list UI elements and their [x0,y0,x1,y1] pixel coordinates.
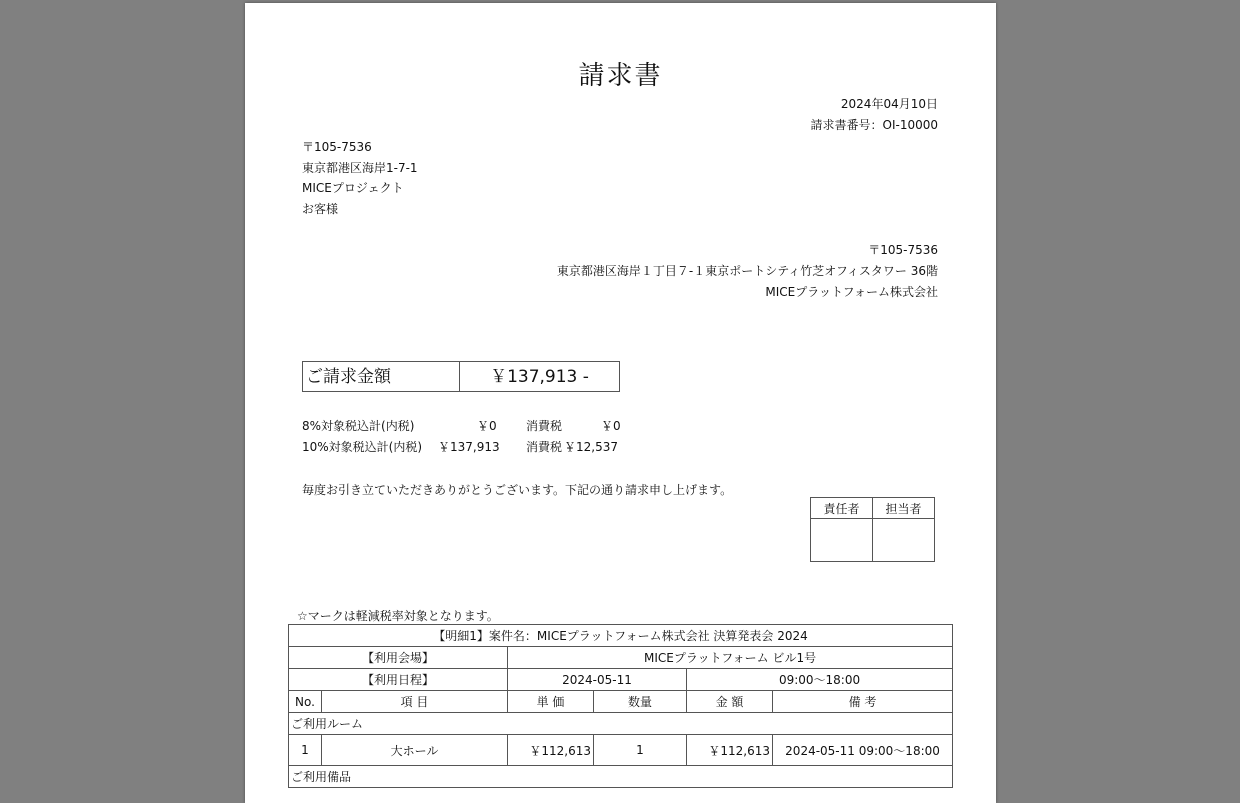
row-no: 1 [289,735,322,766]
row-unit-price: ￥112,613 [508,735,594,766]
tax8-tax-label: 消費税 [526,419,563,433]
schedule-date: 2024-05-11 [508,669,687,691]
responsible-stamp-cell [811,519,873,562]
tax10-tax-label: 消費税 [526,440,563,454]
issuer-postal: 〒105-7536 [868,243,938,257]
responsible-header: 責任者 [811,498,873,519]
venue-label: 【利用会場】 [289,647,508,669]
invoice-number: 請求書番号：OI-10000 [810,118,938,132]
tax8-amount: ￥0 [477,419,497,433]
header-amount: 金 額 [687,691,773,713]
row-amount: ￥112,613 [687,735,773,766]
billing-amount-value: ￥137,913 - [490,367,589,387]
billing-amount-label: ご請求金額 [303,362,460,391]
approval-stamp-table [810,497,935,562]
detail-title: 【明細1】案件名：MICEプラットフォーム株式会社 決算発表会 2024 [289,625,953,647]
detail-table [288,624,953,788]
recipient-company: MICEプロジェクト [302,181,404,195]
table-row [289,735,953,766]
reduced-tax-note: ☆マークは軽減税率対象となります。 [297,609,499,623]
header-quantity: 数量 [594,691,687,713]
recipient-postal: 〒105-7536 [302,140,372,154]
invoice-title: 請求書 [578,61,663,91]
row-remarks: 2024-05-11 09:00～18:00 [773,735,953,766]
venue-value: MICEプラットフォーム ビル1号 [508,647,953,669]
issuer-company: MICEプラットフォーム株式会社 [765,285,938,299]
section-room: ご利用ルーム [289,713,953,735]
tax8-label: 8%対象税込計(内税) [302,419,415,433]
greeting-text: 毎度お引き立ていただきありがとうございます。下記の通り請求申し上げます。 [302,483,733,497]
invoice-date: 2024年04月10日 [840,97,938,111]
schedule-label: 【利用日程】 [289,669,508,691]
header-item: 項 目 [322,691,508,713]
header-unit-price: 単 価 [508,691,594,713]
row-quantity: 1 [594,735,687,766]
tax10-label: 10%対象税込計(内税) [302,440,423,454]
row-item: 大ホール [322,735,508,766]
invoice-page [245,3,996,803]
staff-stamp-cell [873,519,935,562]
tax10-amount: ￥137,913 [438,440,500,454]
staff-header: 担当者 [873,498,935,519]
header-no: No. [289,691,322,713]
billing-amount-box [302,361,620,392]
schedule-time: 09:00～18:00 [687,669,953,691]
tax10-tax: ￥12,537 [564,440,618,454]
recipient-honorific: お客様 [302,202,339,216]
detail-header-row [289,691,953,713]
tax8-tax: ￥0 [601,419,621,433]
section-equipment: ご利用備品 [289,766,953,788]
issuer-address: 東京都港区海岸１丁目７-１東京ポートシティ竹芝オフィスタワー 36階 [556,264,938,278]
recipient-address: 東京都港区海岸1-7-1 [302,161,418,175]
header-remarks: 備 考 [773,691,953,713]
